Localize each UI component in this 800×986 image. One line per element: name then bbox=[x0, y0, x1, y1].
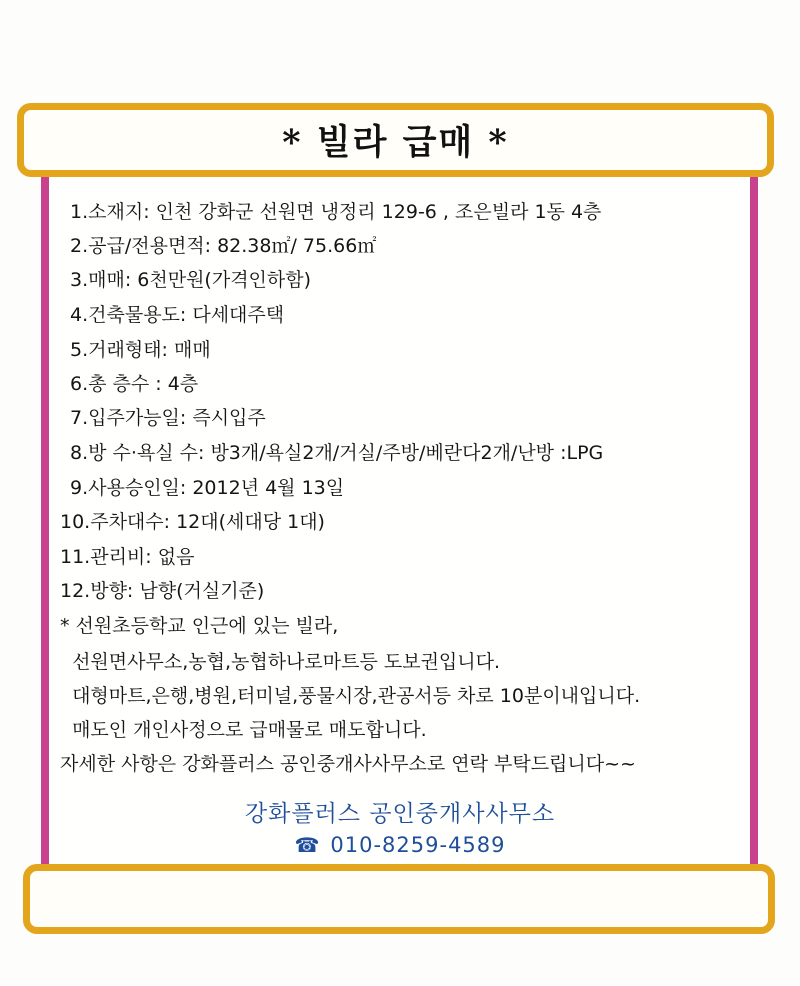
note-line: * 선원초등학교 인근에 있는 빌라, bbox=[60, 615, 339, 637]
list-item: 12.방향: 남향(거실기준) bbox=[60, 580, 265, 602]
list-item: 7.입주가능일: 즉시입주 bbox=[70, 407, 266, 429]
note-line: 매도인 개인사정으로 급매물로 매도합니다. bbox=[60, 719, 427, 741]
note-line: 대형마트,은행,병원,터미널,풍물시장,관공서등 차로 10분이내입니다. bbox=[60, 685, 641, 707]
title-banner bbox=[17, 103, 774, 177]
note-line: 자세한 사항은 강화플러스 공인중개사사무소로 연락 부탁드립니다~~ bbox=[60, 753, 636, 775]
list-item: 1.소재지: 인천 강화군 선원면 냉정리 129-6 , 조은빌라 1동 4층 bbox=[70, 201, 602, 223]
page-title: * 빌라 급매 * bbox=[282, 122, 509, 163]
telephone-icon: ☎ bbox=[294, 833, 321, 857]
list-item: 5.거래형태: 매매 bbox=[70, 339, 211, 361]
phone-line bbox=[0, 833, 800, 857]
list-item: 2.공급/전용면적: 82.38㎡/ 75.66㎡ bbox=[70, 235, 377, 257]
list-item: 3.매매: 6천만원(가격인하함) bbox=[70, 269, 312, 291]
phone-number: 010-8259-4589 bbox=[330, 833, 506, 857]
list-item: 6.총 층수 : 4층 bbox=[70, 373, 199, 395]
note-line: 선원면사무소,농협,농협하나로마트등 도보권입니다. bbox=[60, 651, 501, 673]
list-item: 10.주차대수: 12대(세대당 1대) bbox=[60, 511, 325, 533]
list-item: 9.사용승인일: 2012년 4월 13일 bbox=[70, 477, 345, 499]
list-item: 4.건축물용도: 다세대주택 bbox=[70, 304, 285, 326]
agency-name: 강화플러스 공인중개사사무소 bbox=[244, 801, 556, 827]
list-item: 8.방 수·욕실 수: 방3개/욕실2개/거실/주방/베란다2개/난방 :LPG bbox=[70, 442, 604, 464]
list-item: 11.관리비: 없음 bbox=[60, 546, 195, 568]
footer-banner bbox=[23, 864, 775, 934]
